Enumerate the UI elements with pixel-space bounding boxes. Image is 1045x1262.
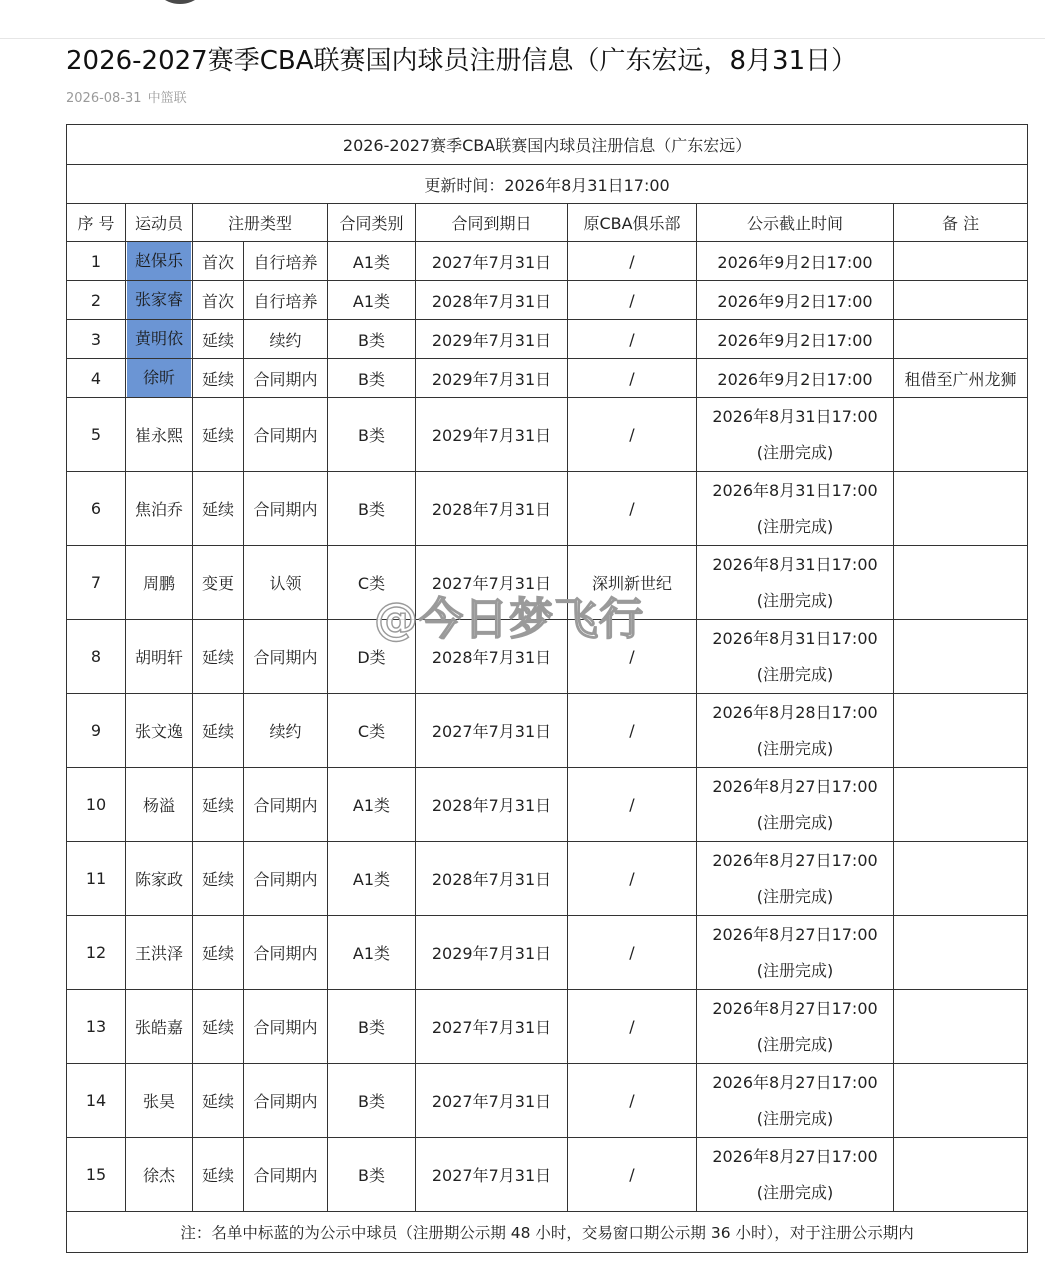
registration-subtype: 合同期内: [244, 842, 328, 916]
table-row: [67, 842, 1028, 916]
contract-category: B类: [328, 359, 416, 398]
remark: [894, 281, 1028, 320]
contract-expiry: 2028年7月31日: [416, 768, 568, 842]
header-deadline: 公示截止时间: [697, 204, 894, 242]
remark: [894, 1064, 1028, 1138]
deadline-cell: [697, 281, 894, 320]
former-club: /: [568, 242, 697, 281]
contract-expiry: 2029年7月31日: [416, 320, 568, 359]
row-number: 5: [67, 398, 126, 472]
player-name-cell: 杨溢: [126, 768, 193, 842]
remark: [894, 990, 1028, 1064]
registration-type: 延续: [193, 398, 244, 472]
remark: [894, 620, 1028, 694]
registration-subtype: 合同期内: [244, 359, 328, 398]
remark: [894, 694, 1028, 768]
player-name-cell: 陈家政: [126, 842, 193, 916]
deadline: 2026年9月2日17:00: [717, 291, 873, 311]
header-reg-type: 注册类型: [193, 204, 328, 242]
table-row: [67, 694, 1028, 768]
former-club: /: [568, 768, 697, 842]
table-caption: 2026-2027赛季CBA联赛国内球员注册信息（广东宏远）: [67, 125, 1028, 165]
player-name-cell: 周鹏: [126, 546, 193, 620]
former-club: /: [568, 620, 697, 694]
deadline: 2026年8月27日17:00: [712, 776, 878, 796]
player-name-cell: 张文逸: [126, 694, 193, 768]
registration-subtype: 合同期内: [244, 398, 328, 472]
registration-type: 变更: [193, 546, 244, 620]
registration-subtype: 合同期内: [244, 990, 328, 1064]
registration-subtype: 合同期内: [244, 768, 328, 842]
row-number: 15: [67, 1138, 126, 1212]
remark: [894, 768, 1028, 842]
contract-expiry: 2028年7月31日: [416, 842, 568, 916]
row-number: 11: [67, 842, 126, 916]
former-club: /: [568, 472, 697, 546]
registration-subtype: 续约: [244, 694, 328, 768]
contract-category: A1类: [328, 842, 416, 916]
registration-subtype: 认领: [244, 546, 328, 620]
row-number: 4: [67, 359, 126, 398]
deadline: 2026年8月31日17:00: [712, 554, 878, 574]
deadline-cell: [697, 1064, 894, 1138]
former-club: 深圳新世纪: [568, 546, 697, 620]
registration-type: 延续: [193, 359, 244, 398]
table-row: [67, 916, 1028, 990]
table-row: [67, 1064, 1028, 1138]
deadline: 2026年8月31日17:00: [712, 480, 878, 500]
deadline: 2026年8月27日17:00: [712, 998, 878, 1018]
deadline-cell: [697, 359, 894, 398]
deadline-cell: [697, 320, 894, 359]
row-number: 12: [67, 916, 126, 990]
row-number: 6: [67, 472, 126, 546]
registration-status: (注册完成): [756, 590, 834, 610]
registration-status: (注册完成): [756, 1182, 834, 1202]
contract-category: C类: [328, 694, 416, 768]
registration-document: [66, 124, 1028, 1253]
article-source: 中篮联: [147, 91, 187, 106]
table-row: [67, 398, 1028, 472]
former-club: /: [568, 990, 697, 1064]
header-player: 运动员: [126, 204, 193, 242]
player-name-cell: [126, 281, 193, 320]
former-club: /: [568, 694, 697, 768]
registration-status: (注册完成): [756, 664, 834, 684]
contract-category: A1类: [328, 768, 416, 842]
registration-type: 延续: [193, 990, 244, 1064]
former-club: /: [568, 320, 697, 359]
contract-category: A1类: [328, 281, 416, 320]
former-club: /: [568, 359, 697, 398]
former-club: /: [568, 916, 697, 990]
deadline-cell: [697, 398, 894, 472]
row-number: 13: [67, 990, 126, 1064]
header-former-club: 原CBA俱乐部: [568, 204, 697, 242]
player-name: 徐昕: [127, 359, 191, 397]
registration-status: (注册完成): [756, 812, 834, 832]
row-number: 8: [67, 620, 126, 694]
contract-expiry: 2028年7月31日: [416, 472, 568, 546]
contract-expiry: 2027年7月31日: [416, 546, 568, 620]
deadline-cell: [697, 242, 894, 281]
contract-category: B类: [328, 990, 416, 1064]
registration-type: 延续: [193, 1064, 244, 1138]
contract-category: B类: [328, 398, 416, 472]
player-name-cell: 崔永熙: [126, 398, 193, 472]
registration-type: 首次: [193, 242, 244, 281]
registration-type: 延续: [193, 768, 244, 842]
table-note: 注：名单中标蓝的为公示中球员（注册期公示期 48 小时，交易窗口期公示期 36 小时），对于注册公示期内: [67, 1212, 1028, 1253]
registration-subtype: 合同期内: [244, 916, 328, 990]
row-number: 10: [67, 768, 126, 842]
remark: [894, 320, 1028, 359]
row-number: 9: [67, 694, 126, 768]
avatar[interactable]: [150, 0, 210, 4]
contract-expiry: 2027年7月31日: [416, 242, 568, 281]
former-club: /: [568, 398, 697, 472]
player-name-cell: [126, 242, 193, 281]
contract-category: B类: [328, 472, 416, 546]
contract-category: B类: [328, 320, 416, 359]
header-expiry: 合同到期日: [416, 204, 568, 242]
registration-type: 延续: [193, 1138, 244, 1212]
deadline: 2026年9月2日17:00: [717, 330, 873, 350]
registration-table: [66, 124, 1028, 1253]
former-club: /: [568, 1138, 697, 1212]
contract-expiry: 2029年7月31日: [416, 916, 568, 990]
player-name-cell: 焦泊乔: [126, 472, 193, 546]
deadline-cell: [697, 990, 894, 1064]
contract-category: B类: [328, 1064, 416, 1138]
deadline-cell: [697, 620, 894, 694]
contract-expiry: 2027年7月31日: [416, 990, 568, 1064]
header-remark: 备 注: [894, 204, 1028, 242]
deadline-cell: [697, 472, 894, 546]
table-body: [67, 242, 1028, 1212]
row-number: 14: [67, 1064, 126, 1138]
deadline-cell: [697, 768, 894, 842]
contract-category: C类: [328, 546, 416, 620]
table-row: [67, 990, 1028, 1064]
registration-status: (注册完成): [756, 738, 834, 758]
registration-subtype: 自行培养: [244, 242, 328, 281]
registration-status: (注册完成): [756, 960, 834, 980]
deadline: 2026年8月31日17:00: [712, 628, 878, 648]
table-row: [67, 242, 1028, 281]
deadline: 2026年8月31日17:00: [712, 406, 878, 426]
deadline: 2026年8月27日17:00: [712, 1146, 878, 1166]
contract-expiry: 2027年7月31日: [416, 1064, 568, 1138]
contract-category: A1类: [328, 242, 416, 281]
player-name-cell: 王洪泽: [126, 916, 193, 990]
deadline: 2026年9月2日17:00: [717, 252, 873, 272]
player-name: 张家睿: [127, 281, 191, 319]
article-title: 2026-2027赛季CBA联赛国内球员注册信息（广东宏远，8月31日）: [66, 46, 858, 76]
update-time: 更新时间：2026年8月31日17:00: [67, 165, 1028, 204]
player-name: 赵保乐: [127, 242, 191, 280]
former-club: /: [568, 842, 697, 916]
registration-subtype: 合同期内: [244, 620, 328, 694]
player-name-cell: 张皓嘉: [126, 990, 193, 1064]
remark: [894, 472, 1028, 546]
deadline-cell: [697, 694, 894, 768]
remark: 租借至广州龙狮: [894, 359, 1028, 398]
row-number: 3: [67, 320, 126, 359]
article-date: 2026-08-31: [66, 91, 142, 106]
row-number: 1: [67, 242, 126, 281]
table-row: [67, 768, 1028, 842]
deadline-cell: [697, 546, 894, 620]
table-row: [67, 472, 1028, 546]
row-number: 7: [67, 546, 126, 620]
player-name-cell: [126, 320, 193, 359]
registration-type: 延续: [193, 320, 244, 359]
contract-category: B类: [328, 1138, 416, 1212]
registration-subtype: 合同期内: [244, 1138, 328, 1212]
article-meta: [66, 87, 193, 106]
registration-type: 延续: [193, 916, 244, 990]
contract-expiry: 2028年7月31日: [416, 281, 568, 320]
row-number: 2: [67, 281, 126, 320]
former-club: /: [568, 281, 697, 320]
remark: [894, 398, 1028, 472]
player-name-cell: [126, 359, 193, 398]
table-row: [67, 281, 1028, 320]
contract-expiry: 2028年7月31日: [416, 620, 568, 694]
contract-expiry: 2027年7月31日: [416, 694, 568, 768]
contract-category: A1类: [328, 916, 416, 990]
table-row: [67, 359, 1028, 398]
table-row: [67, 320, 1028, 359]
remark: [894, 842, 1028, 916]
player-name: 黄明依: [127, 320, 191, 358]
remark: [894, 242, 1028, 281]
registration-type: 延续: [193, 842, 244, 916]
contract-category: D类: [328, 620, 416, 694]
registration-status: (注册完成): [756, 442, 834, 462]
watermark: @今日梦飞行: [374, 594, 644, 645]
registration-status: (注册完成): [756, 886, 834, 906]
header-category: 合同类别: [328, 204, 416, 242]
deadline-cell: [697, 916, 894, 990]
contract-expiry: 2029年7月31日: [416, 398, 568, 472]
registration-type: 延续: [193, 620, 244, 694]
former-club: /: [568, 1064, 697, 1138]
registration-type: 延续: [193, 472, 244, 546]
player-name-cell: 张昊: [126, 1064, 193, 1138]
registration-status: (注册完成): [756, 1108, 834, 1128]
header-no: 序 号: [67, 204, 126, 242]
player-name-cell: 徐杰: [126, 1138, 193, 1212]
registration-status: (注册完成): [756, 516, 834, 536]
registration-subtype: 合同期内: [244, 472, 328, 546]
contract-expiry: 2027年7月31日: [416, 1138, 568, 1212]
player-name-cell: 胡明轩: [126, 620, 193, 694]
registration-subtype: 自行培养: [244, 281, 328, 320]
deadline: 2026年8月27日17:00: [712, 850, 878, 870]
contract-expiry: 2029年7月31日: [416, 359, 568, 398]
deadline: 2026年8月28日17:00: [712, 702, 878, 722]
registration-subtype: 合同期内: [244, 1064, 328, 1138]
registration-type: 首次: [193, 281, 244, 320]
table-row: [67, 1138, 1028, 1212]
registration-status: (注册完成): [756, 1034, 834, 1054]
top-bar: [0, 0, 1045, 39]
deadline: 2026年8月27日17:00: [712, 924, 878, 944]
deadline: 2026年9月2日17:00: [717, 369, 873, 389]
deadline-cell: [697, 842, 894, 916]
deadline-cell: [697, 1138, 894, 1212]
remark: [894, 1138, 1028, 1212]
deadline: 2026年8月27日17:00: [712, 1072, 878, 1092]
registration-subtype: 续约: [244, 320, 328, 359]
registration-type: 延续: [193, 694, 244, 768]
remark: [894, 916, 1028, 990]
remark: [894, 546, 1028, 620]
table-header: [67, 204, 1028, 242]
